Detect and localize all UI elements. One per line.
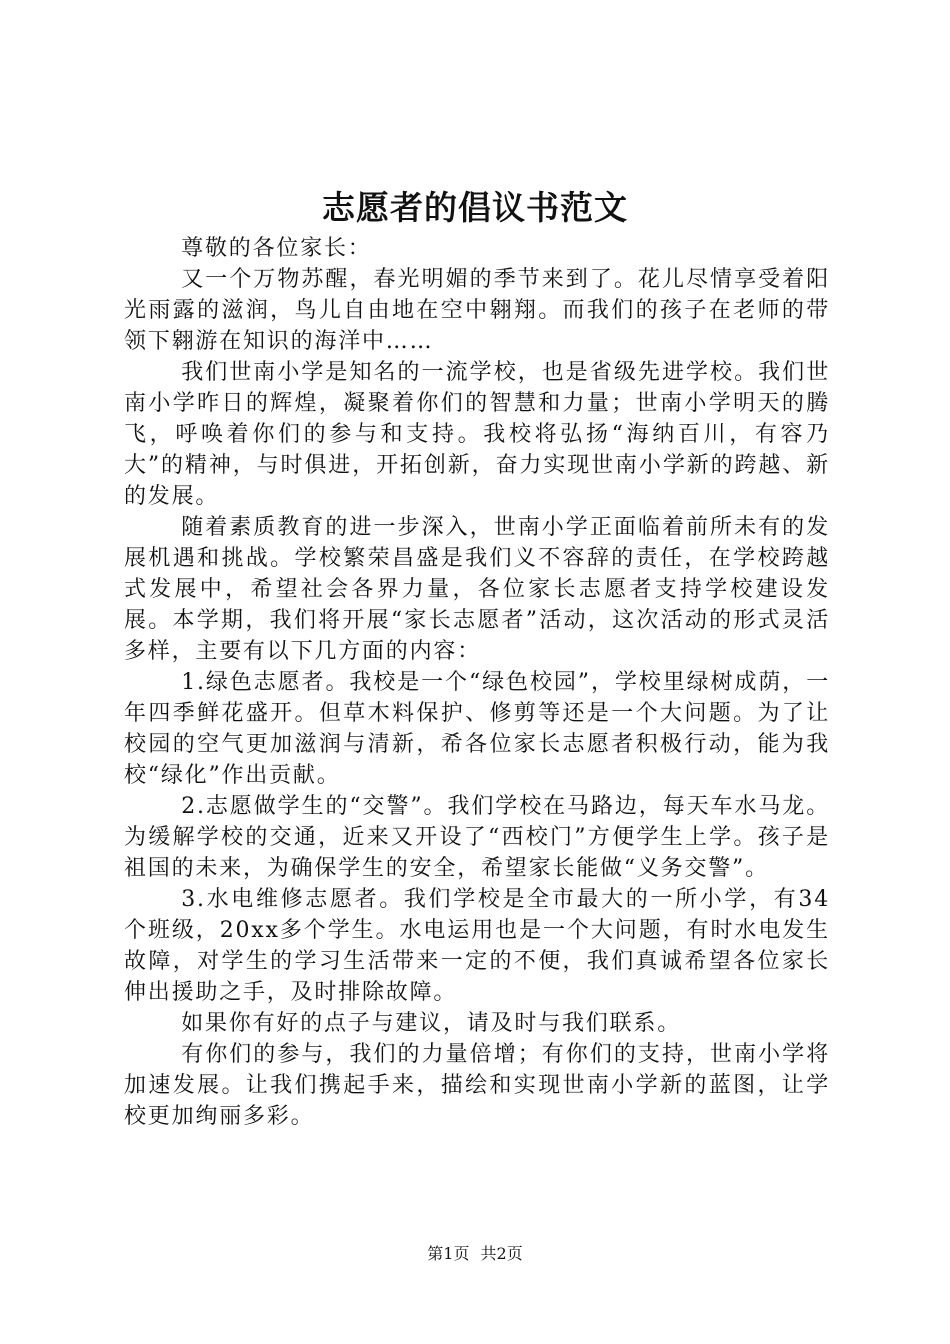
document-body <box>124 233 830 1132</box>
paragraph-closing: 有你们的参与，我们的力量倍增；有你们的支持，世南小学将加速发展。让我们携起手来，描绘和实现世南小学新的蓝图，让学校更加绚丽多彩。 <box>124 1042 830 1129</box>
paragraph-intro: 又一个万物苏醒，春光明媚的季节来到了。花儿尽情享受着阳光雨露的滋润，鸟儿自由地在空中翱翔。而我们的孩子在老师的带领下翱游在知识的海洋中…… <box>124 267 830 354</box>
paragraph-activity: 随着素质教育的进一步深入，世南小学正面临着前所未有的发展机遇和挑战。学校繁荣昌盛是我们义不容辞的责任，在学校跨越式发展中，希望社会各界力量，各位家长志愿者支持学校建设发展。本学期，我们将开展“家长志愿者”活动，这次活动的形式灵活多样，主要有以下几方面的内容： <box>124 515 830 664</box>
paragraph-item-2: 2.志愿做学生的“交警”。我们学校在马路边，每天车水马龙。为缓解学校的交通，近来又开设了“西校门”方便学生上学。孩子是祖国的未来，为确保学生的安全，希望家长能做“义务交警”。 <box>124 794 830 881</box>
paragraph-item-3: 3.水电维修志愿者。我们学校是全市最大的一所小学，有34个班级，20xx多个学生。水电运用也是一个大问题，有时水电发生故障，对学生的学习生活带来一定的不便，我们真诚希望各位家长伸出援助之手，及时排除故障。 <box>124 887 830 1005</box>
page-number: 第1页 <box>427 1244 470 1263</box>
paragraph-item-1: 1.绿色志愿者。我校是一个“绿色校园”，学校里绿树成荫，一年四季鲜花盛开。但草木料保护、修剪等还是一个大问题。为了让校园的空气更加滋润与清新，希各位家长志愿者积极行动，能为我校“绿化”作出贡献。 <box>124 670 830 788</box>
page-footer <box>0 1243 950 1265</box>
paragraph-school: 我们世南小学是知名的一流学校，也是省级先进学校。我们世南小学昨日的辉煌，凝聚着你们的智慧和力量；世南小学明天的腾飞，呼唤着你们的参与和支持。我校将弘扬“海纳百川，有容乃大”的精神，与时俱进，开拓创新，奋力实现世南小学新的跨越、新的发展。 <box>124 360 830 509</box>
page-total: 共2页 <box>480 1244 523 1263</box>
document-title: 志愿者的倡议书范文 <box>322 188 628 227</box>
paragraph-contact: 如果你有好的点子与建议，请及时与我们联系。 <box>181 1011 681 1036</box>
salutation: 尊敬的各位家长： <box>181 236 372 261</box>
